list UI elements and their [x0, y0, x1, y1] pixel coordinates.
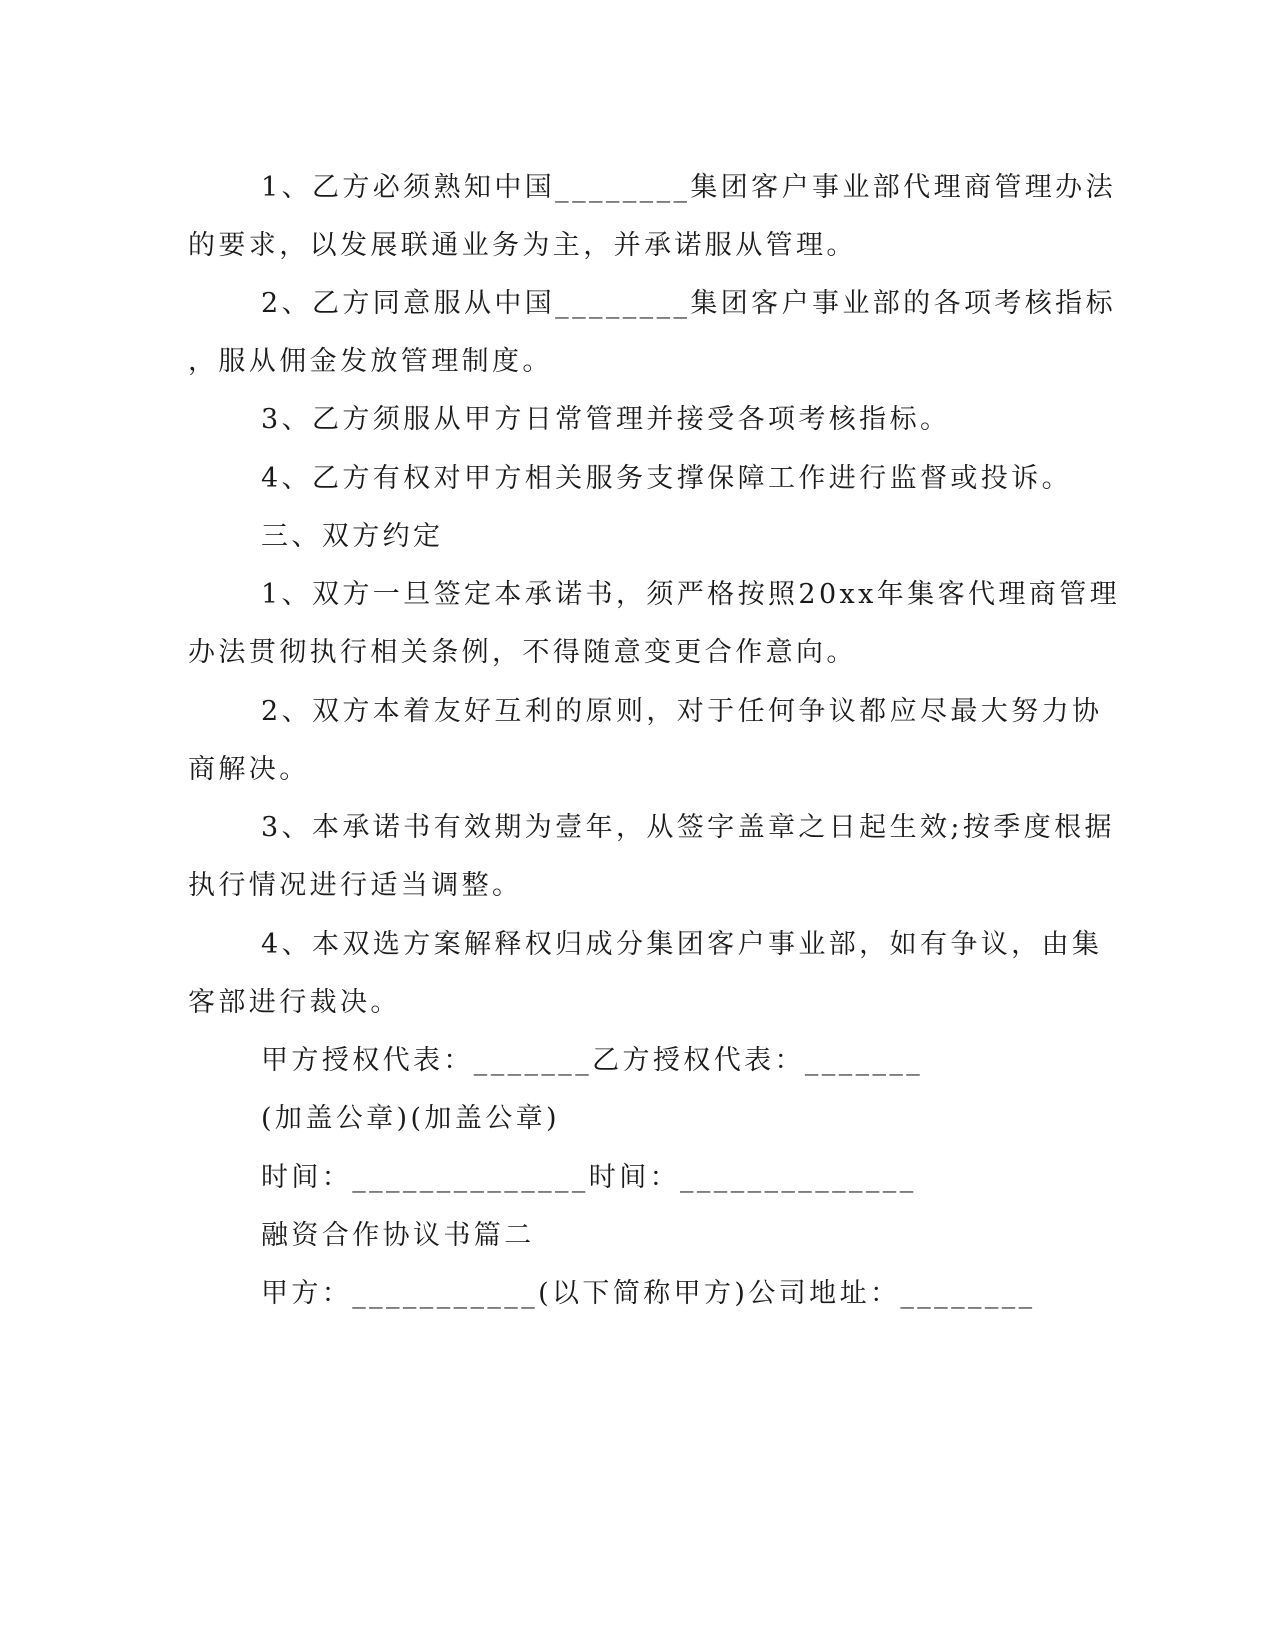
section-heading-mutual: 三、双方约定	[261, 521, 444, 552]
clause-2-line-1: 2、乙方同意服从中国________集团客户事业部的各项考核指标	[261, 288, 1116, 319]
party-a-info: 甲方：___________(以下简称甲方)公司地址：________	[261, 1278, 1036, 1309]
clause-3: 3、乙方须服从甲方日常管理并接受各项考核指标。	[261, 404, 951, 435]
mutual-2-line-1: 2、双方本着友好互利的原则，对于任何争议都应尽最大努力协	[261, 696, 1103, 727]
mutual-4-line-2: 客部进行裁决。	[188, 987, 401, 1018]
clause-1-line-1: 1、乙方必须熟知中国________集团客户事业部代理商管理办法	[261, 172, 1116, 203]
mutual-4-line-1: 4、本双选方案解释权归成分集团客户事业部，如有争议，由集	[261, 929, 1103, 960]
clause-1-line-2: 的要求，以发展联通业务为主，并承诺服从管理。	[188, 230, 857, 261]
mutual-3-line-2: 执行情况进行适当调整。	[188, 870, 523, 901]
mutual-3-line-1: 3、本承诺书有效期为壹年，从签字盖章之日起生效;按季度根据	[261, 812, 1115, 843]
clause-2-line-2: ，服从佣金发放管理制度。	[188, 346, 553, 377]
document-2-title: 融资合作协议书篇二	[261, 1220, 535, 1251]
signature-seals: (加盖公章)(加盖公章)	[261, 1103, 560, 1134]
signature-representatives: 甲方授权代表：_______乙方授权代表：_______	[261, 1045, 924, 1076]
mutual-2-line-2: 商解决。	[188, 754, 310, 785]
signature-dates: 时间：______________时间：______________	[261, 1162, 917, 1193]
mutual-1-line-1: 1、双方一旦签定本承诺书，须严格按照20xx年集客代理商管理	[261, 579, 1120, 610]
mutual-1-line-2: 办法贯彻执行相关条例，不得随意变更合作意向。	[188, 637, 857, 668]
clause-4: 4、乙方有权对甲方相关服务支撑保障工作进行监督或投诉。	[261, 463, 1072, 494]
